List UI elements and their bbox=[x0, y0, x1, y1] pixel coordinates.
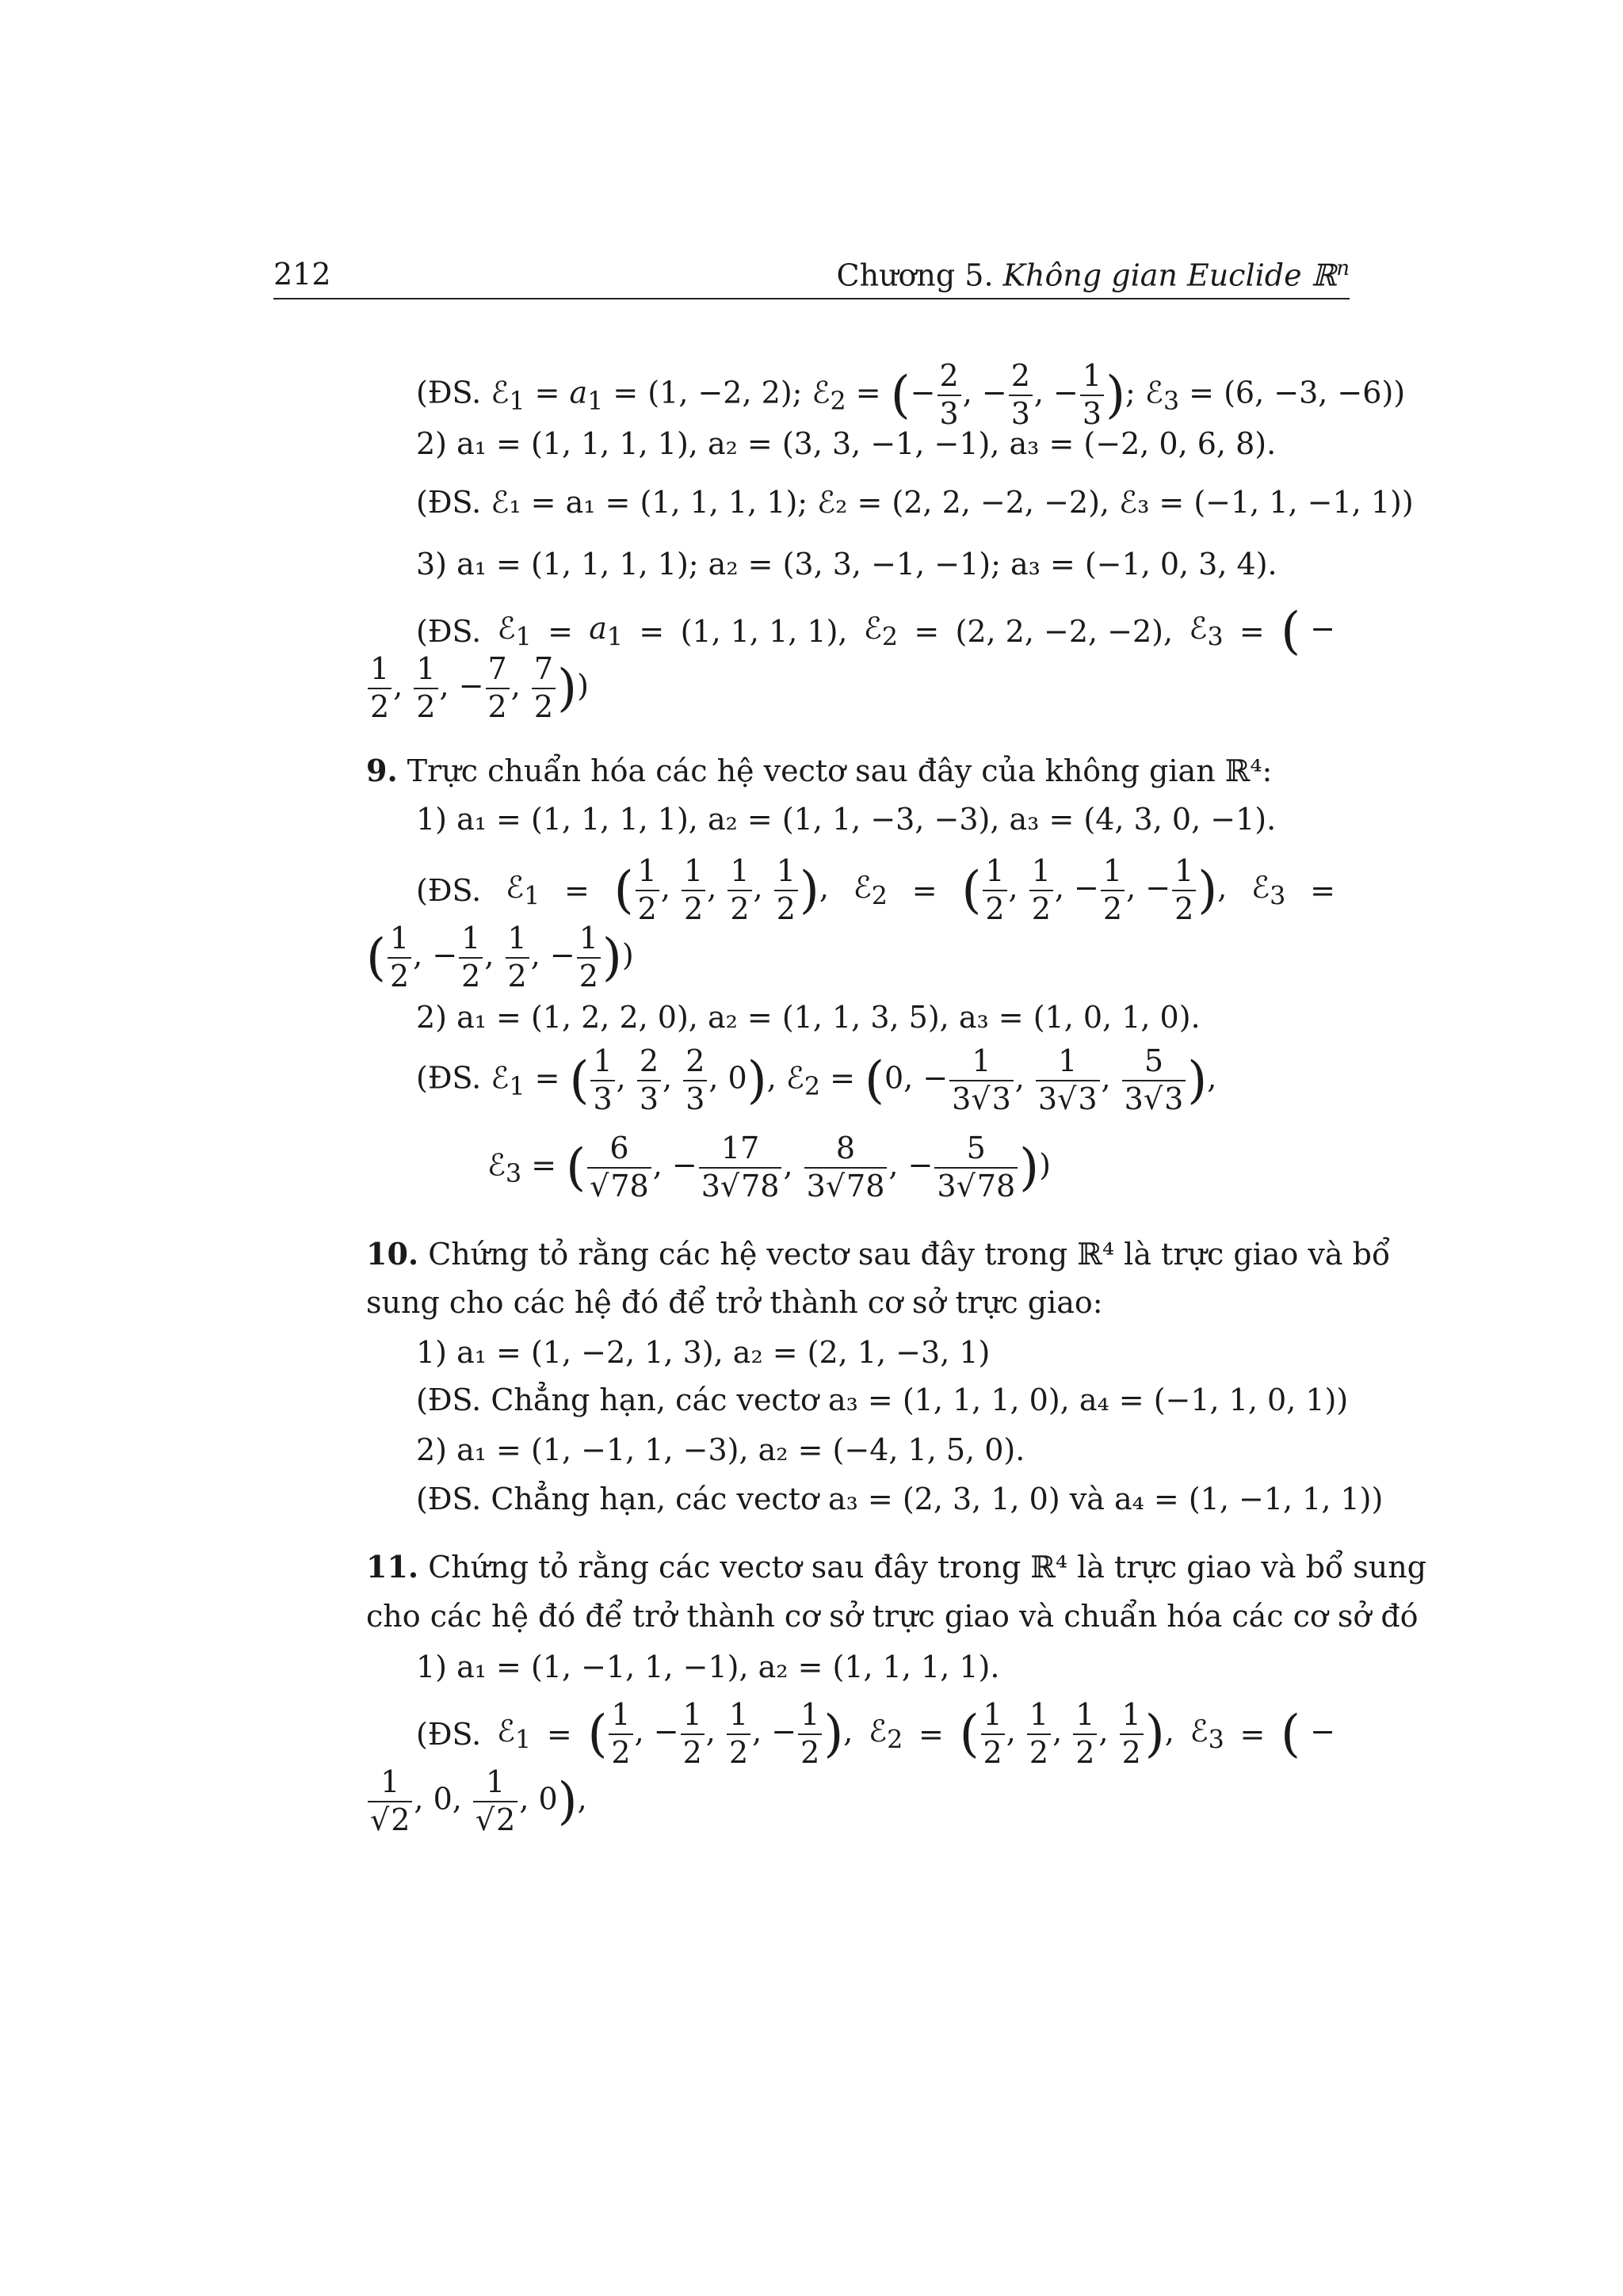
answer-line: (ĐS. ℰ₁ = a₁ = (1, 1, 1, 1); ℰ₂ = (2, 2, −2, −2), ℰ₃ = (−1, 1, −1, 1)) bbox=[416, 485, 1414, 520]
answer-line: (ĐS. Chẳng hạn, các vectơ a₃ = (2, 3, 1, 0) và a₄ = (1, −1, 1, 1)) bbox=[416, 1482, 1384, 1516]
exercise-line: 1) a₁ = (1, −1, 1, −1), a₂ = (1, 1, 1, 1). bbox=[416, 1650, 1000, 1684]
exercise-line: 1) a₁ = (1, 1, 1, 1), a₂ = (1, 1, −3, −3), a₃ = (4, 3, 0, −1). bbox=[416, 802, 1277, 837]
answer-line-continued: $\frac{1}{√2}$ , 0, $\frac{1}{√2}$ , 0), bbox=[366, 1767, 587, 1836]
answer-line: (ĐS. ℰ$_1$ = $a_1 = (1$, −2, 2); ℰ$_2$ = (− $\frac{2}{3}$ , − $\frac{2}{3}$ , − $\frac{1}{3}$ ); ℰ$_3$ = (6, −3, −6)) bbox=[416, 358, 1406, 431]
exercise-line: 2) a₁ = (1, −1, 1, −3), a₂ = (−4, 1, 5, 0). bbox=[416, 1432, 1025, 1467]
exercise-line: 2) a₁ = (1, 1, 1, 1), a₂ = (3, 3, −1, −1), a₃ = (−2, 0, 6, 8). bbox=[416, 426, 1277, 461]
page-header bbox=[273, 252, 1350, 299]
exercise-line: 3) a₁ = (1, 1, 1, 1); a₂ = (3, 3, −1, −1); a₃ = (−1, 0, 3, 4). bbox=[416, 547, 1277, 582]
answer-line: (ĐS. ℰ$_1$ = ( $\frac{1}{2}$ , − $\frac{1}{2}$ , $\frac{1}{2}$ , − $\frac{1}{2}$ ), ℰ$_2$ = ( $\frac{1}{2}$ , $\frac{1}{2}$ , $\frac{1}{2}$ , $\frac{1}{2}$ ), ℰ$_3$ = ( − bbox=[416, 1697, 1335, 1770]
exercise-line: 1) a₁ = (1, −2, 1, 3), a₂ = (2, 1, −3, 1) bbox=[416, 1335, 991, 1370]
answer-line: (ĐS. ℰ$_1$ = ( $\frac{1}{2}$ , $\frac{1}{2}$ , $\frac{1}{2}$ , $\frac{1}{2}$ ), ℰ$_2$ = ( $\frac{1}{2}$ , $\frac{1}{2}$ , − $\frac{1}{2}$ , − $\frac{1}{2}$ ), ℰ$_3$ = bbox=[416, 853, 1335, 926]
answer-line: ℰ$_3$ = ( $\frac{6}{√78}$ , − $\frac{17}{3√78}$ , $\frac{8}{3√78}$ , − $\frac{5}{3√78}$ )) bbox=[487, 1131, 1051, 1203]
answer-line-continued: ( $\frac{1}{2}$ , − $\frac{1}{2}$ , $\frac{1}{2}$ , − $\frac{1}{2}$ )) bbox=[366, 921, 634, 994]
answer-line-continued: $\frac{1}{2}$ , $\frac{1}{2}$ , − $\frac{7}{2}$ , $\frac{7}{2}$ )) bbox=[366, 654, 589, 723]
answer-line: (ĐS. ℰ$_1$ = ( $\frac{1}{3}$ , $\frac{2}{3}$ , $\frac{2}{3}$ , 0), ℰ$_2$ = (0, − $\frac{1}{3√3}$ , $\frac{1}{3√3}$ , $\frac{5}{3√3}$ ), bbox=[416, 1043, 1217, 1116]
exercise-line: 2) a₁ = (1, 2, 2, 0), a₂ = (1, 1, 3, 5), a₃ = (1, 0, 1, 0). bbox=[416, 1000, 1201, 1035]
exercise-line: sung cho các hệ đó để trở thành cơ sở trực giao: bbox=[366, 1285, 1103, 1320]
answer-line: (ĐS. Chẳng hạn, các vectơ a₃ = (1, 1, 1, 0), a₄ = (−1, 1, 0, 1)) bbox=[416, 1383, 1349, 1417]
exercise-11-heading: 11. Chứng tỏ rằng các vectơ sau đây trong ℝ⁴ là trực giao và bổ sung bbox=[366, 1549, 1427, 1585]
answer-line: (ĐS. ℰ$_1$ = $a_1$ = (1, 1, 1, 1), ℰ$_2$ = (2, 2, −2, −2), ℰ$_3$ = ( − bbox=[416, 602, 1335, 661]
exercise-10-heading: 10. Chứng tỏ rằng các hệ vectơ sau đây trong ℝ⁴ là trực giao và bổ bbox=[366, 1236, 1391, 1272]
page-number: 212 bbox=[273, 257, 331, 292]
exercise-9-heading: 9. Trực chuẩn hóa các hệ vectơ sau đây của không gian ℝ⁴: bbox=[366, 753, 1273, 788]
chapter-title: Chương 5. Không gian Euclide ℝ$^n$ bbox=[836, 257, 1350, 293]
exercise-line: cho các hệ đó để trở thành cơ sở trực giao và chuẩn hóa các cơ sở đó bbox=[366, 1599, 1419, 1634]
